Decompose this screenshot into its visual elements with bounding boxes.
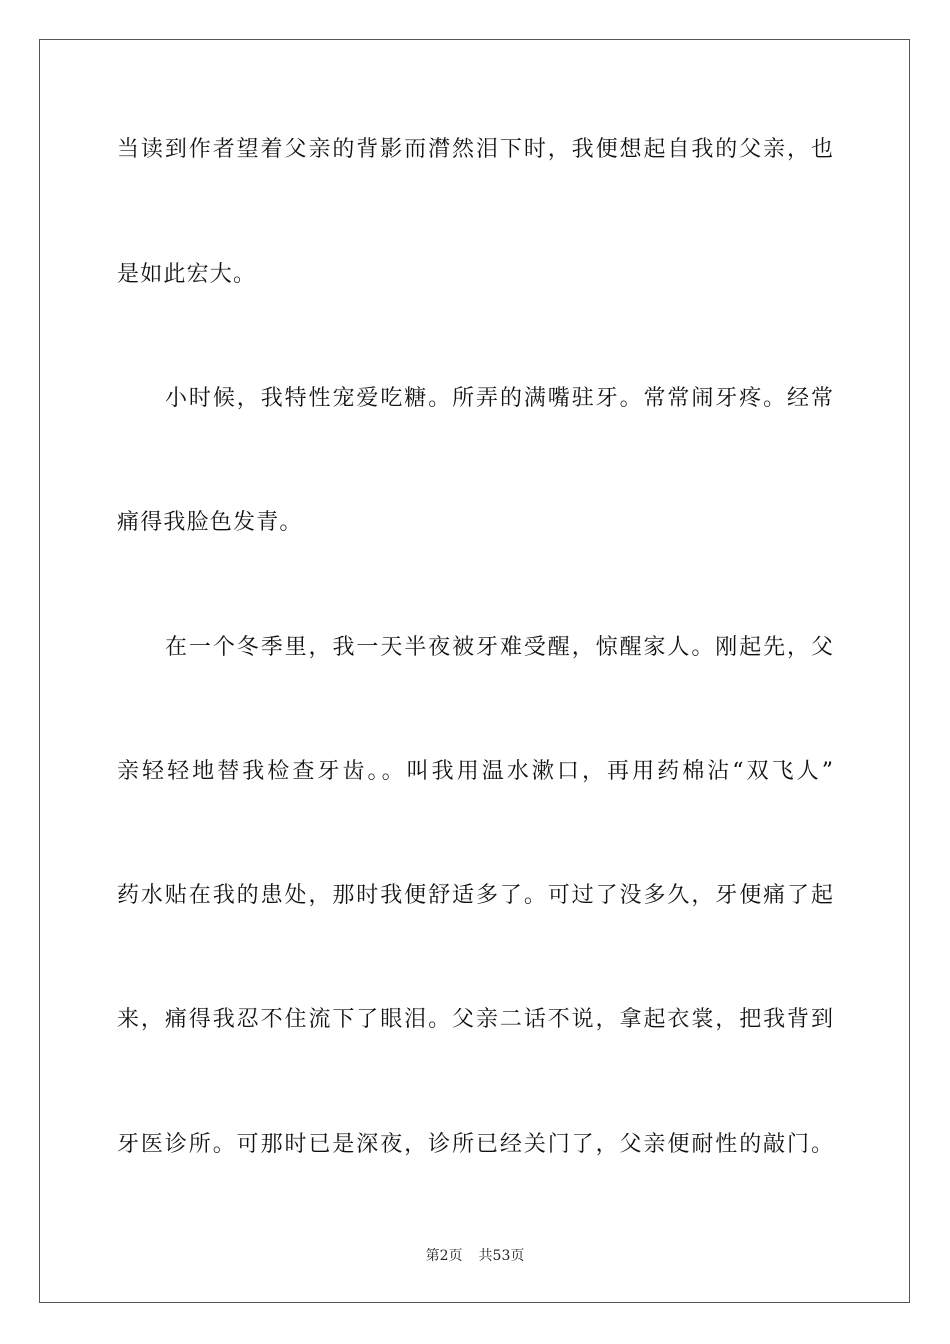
text-line-6: 亲轻轻地替我检查牙齿。。叫我用温水漱口，再用药棉沾“双飞人” [117,759,833,784]
page-footer [0,1246,950,1266]
page-border [39,39,910,1303]
text-line-4: 痛得我脸色发青。 [117,510,303,535]
text-line-3: 小时候，我特性宠爱吃糖。所弄的满嘴驻牙。常常闹牙疼。经常 [165,386,833,411]
text-line-8: 来，痛得我忍不住流下了眼泪。父亲二话不说，拿起衣裳，把我背到 [117,1007,833,1032]
text-line-5: 在一个冬季里，我一天半夜被牙难受醒，惊醒家人。刚起先，父 [165,635,833,660]
text-line-9: 牙医诊所。可那时已是深夜，诊所已经关门了，父亲便耐性的敲门。 [117,1132,833,1157]
text-line-2: 是如此宏大。 [117,262,257,287]
page-number: 第2页 [425,1248,463,1264]
text-line-7: 药水贴在我的患处，那时我便舒适多了。可过了没多久，牙便痛了起 [117,883,833,908]
text-line-1: 当读到作者望着父亲的背影而潸然泪下时，我便想起自我的父亲，也 [117,137,833,162]
page-total: 共53页 [478,1248,525,1264]
